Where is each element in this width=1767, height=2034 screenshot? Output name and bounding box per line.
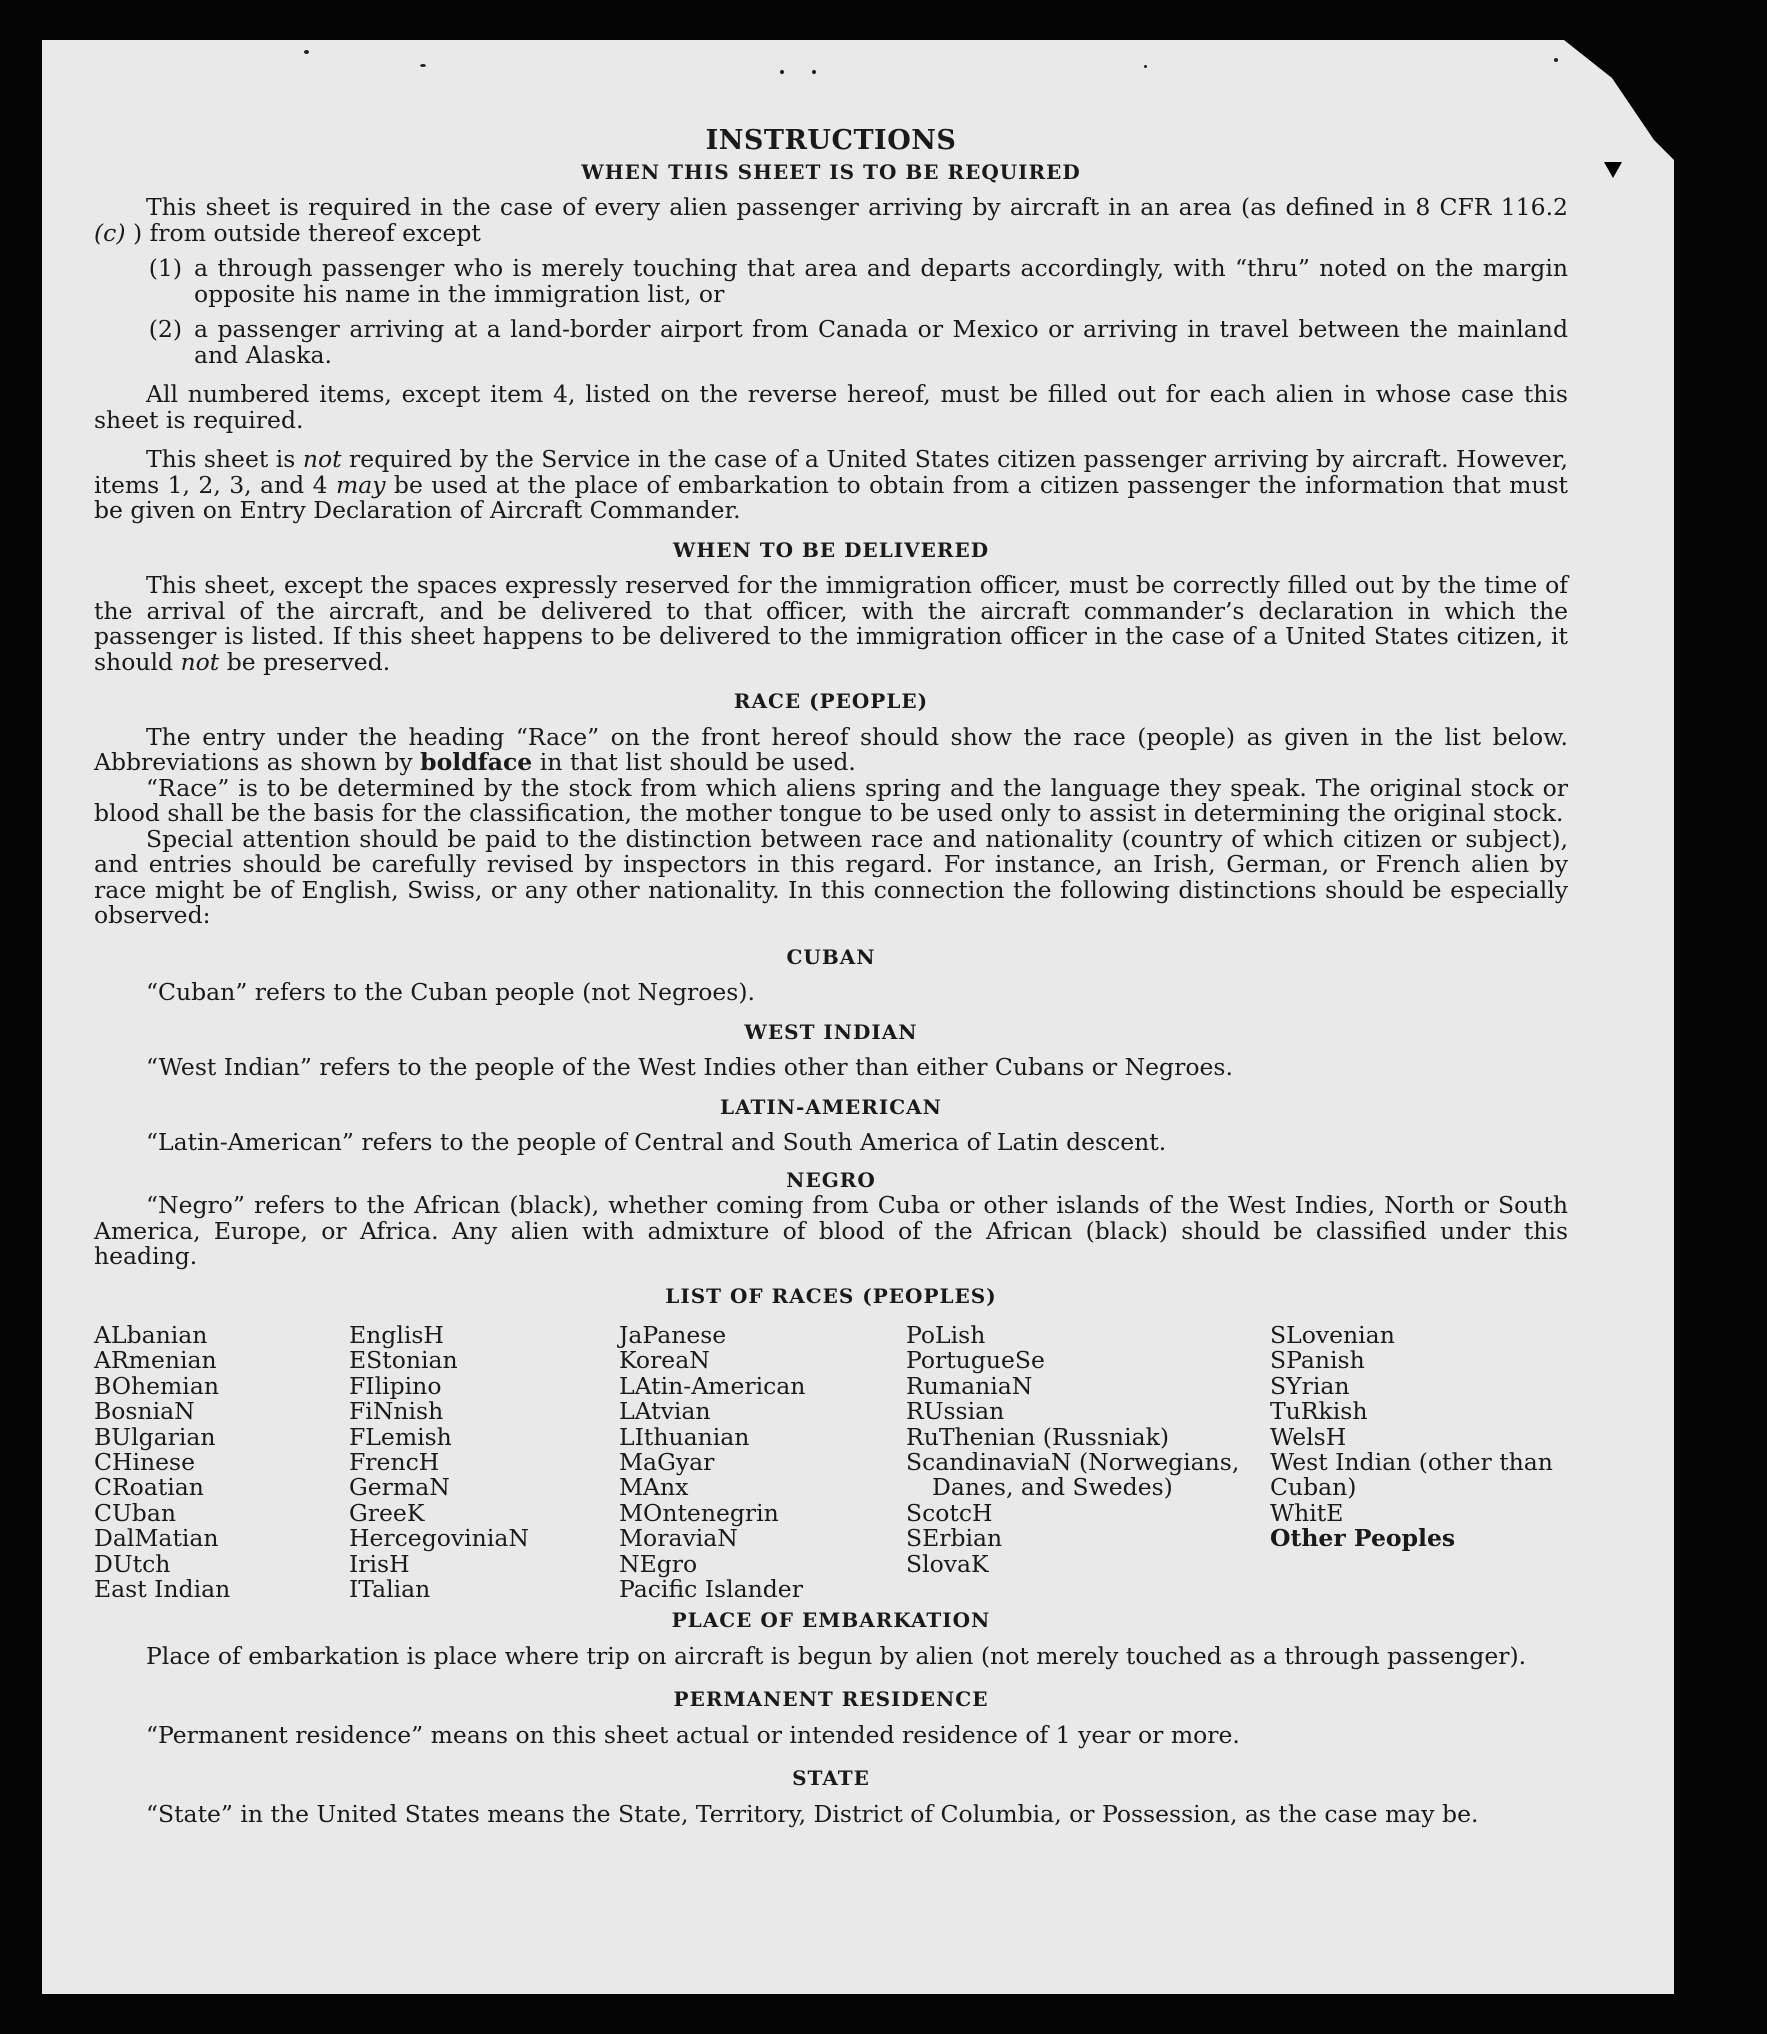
exception-item-1 [94, 256, 1568, 307]
race-entry: MoraviaN [619, 1524, 738, 1553]
section-heading-negro: NEGRO [786, 1167, 876, 1192]
paragraph-embarkation: Place of embarkation is place where trip on aircraft is begun by alien (not merely touched as a through passenger). [146, 1641, 1527, 1670]
race-entry: SPanish [1270, 1346, 1365, 1375]
text-run: boldface [420, 748, 533, 776]
race-entry: SErbian [906, 1524, 1003, 1553]
race-entry: IrisH [349, 1549, 410, 1578]
race-entry: NEgro [619, 1549, 698, 1578]
section-heading-residence: PERMANENT RESIDENCE [673, 1687, 989, 1712]
text-run: may [335, 470, 386, 499]
text-run: not [302, 445, 342, 473]
race-entry: ScandinaviaN (Norwegians, Danes, and Swedes) [906, 1448, 1240, 1502]
race-entry: ARmenian [94, 1346, 217, 1375]
race-entry: ALbanian [94, 1321, 208, 1349]
race-entry: HercegoviniaN [349, 1524, 529, 1553]
race-entry: ScotcH [906, 1498, 993, 1527]
race-entry: FIlipino [349, 1371, 442, 1400]
paragraph-latin-american: “Latin-American” refers to the people of Central and South America of Latin descent. [146, 1128, 1167, 1156]
paragraph-race-entry [94, 722, 1568, 776]
exception-item-2 [94, 317, 1568, 368]
race-entry: CUban [94, 1498, 176, 1527]
text-run: not [180, 647, 220, 676]
paragraph-state: “State” in the United States means the State, Territory, District of Columbia, or Possession, as the case may be. [146, 1799, 1479, 1828]
paragraph-cuban: “Cuban” refers to the Cuban people (not Negroes). [146, 978, 756, 1006]
text-run: This sheet, except the spaces expressly reserved for the immigration officer, must be correctly filled out by the time of the arrival of the aircraft, and be delivered to that officer, with the aircraft commander’s declaration in which the passenger is listed. If this sheet happens to be delivered to the immigration officer in the case of a United States citizen, it should [94, 571, 1568, 676]
race-entry: EStonian [349, 1346, 458, 1375]
scan-speck [1144, 65, 1147, 68]
race-entry: WhitE [1270, 1498, 1344, 1527]
section-heading-when-required: WHEN THIS SHEET IS TO BE REQUIRED [581, 159, 1081, 184]
race-entry: RuThenian (Russniak) [906, 1422, 1169, 1451]
race-entry: West Indian (other than Cuban) [1270, 1448, 1553, 1502]
text-run: The entry under the heading “Race” on the front hereof should show the race (people) as given in the list below. Abbreviations as shown by [94, 722, 1568, 776]
section-heading-west-indian: WEST INDIAN [744, 1019, 918, 1044]
text-run: required by the Service in the case of a United States citizen passenger arriving by aircraft. However, items 1, 2, 3, and 4 [94, 445, 1568, 499]
item-number: (2) [148, 315, 182, 343]
text-run: This sheet is required in the case of every alien passenger arriving by aircraft in an area (as defined in 8 CFR 116.2 [146, 193, 1568, 221]
race-entry: East Indian [94, 1575, 231, 1604]
race-entry: LAtvian [619, 1397, 711, 1426]
race-entry: EnglisH [349, 1321, 444, 1349]
race-entry: LAtin-American [619, 1371, 806, 1400]
race-entry: JaPanese [619, 1321, 727, 1349]
race-entry: KoreaN [619, 1346, 710, 1375]
race-entry: DalMatian [94, 1524, 219, 1553]
race-entry: Other Peoples [1270, 1524, 1456, 1553]
paragraph-race-determined: “Race” is to be determined by the stock from which aliens spring and the language they speak. The original stock or blood shall be the basis for the classification, the mother tongue to be used only to assist in determining the original stock. [94, 773, 1568, 827]
race-entry: FrencH [349, 1448, 440, 1477]
text-run: (c) [94, 218, 126, 247]
margin-arrow-mark [1604, 162, 1622, 178]
race-entry: RUssian [906, 1397, 1005, 1426]
races-column-3 [619, 1323, 906, 1602]
race-entry: LIthuanian [619, 1422, 750, 1451]
paragraph-citizen [94, 447, 1568, 524]
text-run: ) from outside thereof except [125, 218, 481, 247]
race-entry: SLovenian [1270, 1321, 1395, 1349]
section-heading-embarkation: PLACE OF EMBARKATION [671, 1608, 991, 1633]
scan-speck [1554, 58, 1558, 62]
race-entry: WelsH [1270, 1422, 1347, 1451]
race-entry: CRoatian [94, 1473, 204, 1502]
section-heading-latin-american: LATIN-AMERICAN [720, 1094, 942, 1119]
paragraph-numbered-items: All numbered items, except item 4, listed on the reverse hereof, must be filled out for each alien in whose case this sheet is required. [94, 380, 1568, 434]
section-heading-cuban: CUBAN [786, 944, 876, 969]
paragraph-required [94, 195, 1568, 246]
race-entry: DUtch [94, 1549, 171, 1578]
text-run: in that list should be used. [532, 748, 856, 776]
paragraph-west-indian: “West Indian” refers to the people of the West Indies other than either Cubans or Negroes. [146, 1053, 1233, 1081]
race-entry: ITalian [349, 1575, 431, 1604]
scan-speck [812, 70, 816, 74]
text-run: This sheet is [146, 445, 303, 473]
instructions-content [94, 82, 1568, 1827]
races-column-2 [349, 1323, 619, 1602]
races-column-1 [94, 1323, 349, 1602]
race-entry: BOhemian [94, 1371, 219, 1400]
item-text: a passenger arriving at a land-border airport from Canada or Mexico or arriving in travel between the mainland and Alaska. [194, 315, 1568, 369]
item-number: (1) [148, 254, 182, 282]
text-run: be preserved. [219, 647, 391, 676]
race-entry: GreeK [349, 1498, 425, 1527]
paragraph-delivered [94, 573, 1568, 675]
race-entry: FiNnish [349, 1397, 444, 1426]
race-entry: MOntenegrin [619, 1498, 779, 1527]
race-entry: Pacific Islander [619, 1575, 803, 1604]
paragraph-residence: “Permanent residence” means on this sheet actual or intended residence of 1 year or more. [146, 1720, 1240, 1749]
section-heading-state: STATE [792, 1766, 870, 1791]
race-entry: SYrian [1270, 1371, 1350, 1400]
race-entry: RumaniaN [906, 1371, 1033, 1400]
race-entry: BosniaN [94, 1397, 195, 1426]
race-entry: MaGyar [619, 1448, 715, 1477]
race-entry: CHinese [94, 1448, 195, 1477]
section-heading-when-delivered: WHEN TO BE DELIVERED [672, 537, 990, 562]
page-title: INSTRUCTIONS [705, 125, 957, 156]
race-entry: TuRkish [1270, 1397, 1368, 1426]
text-run: be used at the place of embarkation to obtain from a citizen passenger the information that must be given on Entry Declaration of Aircraft Commander. [94, 470, 1568, 524]
races-list [94, 1323, 1568, 1602]
race-entry: BUlgarian [94, 1422, 216, 1451]
race-entry: PoLish [906, 1321, 986, 1349]
scan-speck [304, 50, 309, 54]
race-entry: MAnx [619, 1473, 689, 1502]
scan-speck [420, 64, 426, 67]
paragraph-race-nationality: Special attention should be paid to the distinction between race and nationality (country of which citizen or subject), and entries should be carefully revised by inspectors in this regard. For instance, an Irish, German, or French alien by race might be of English, Swiss, or any other nationality. In this connection the following distinctions should be especially observed: [94, 824, 1568, 929]
item-text: a through passenger who is merely touching that area and departs accordingly, with “thru” noted on the margin opposite his name in the immigration list, or [194, 254, 1568, 308]
race-entry: GermaN [349, 1473, 450, 1502]
races-column-4 [906, 1323, 1270, 1602]
scan-speck [780, 70, 784, 74]
races-column-5 [1270, 1323, 1560, 1602]
race-entry: SlovaK [906, 1549, 989, 1578]
section-heading-list-of-races: LIST OF RACES (PEOPLES) [665, 1283, 997, 1308]
paragraph-negro: “Negro” refers to the African (black), whether coming from Cuba or other islands of the West Indies, North or South America, Europe, or Africa. Any alien with admixture of blood of the African (black) should be classified under this heading. [94, 1191, 1568, 1270]
section-heading-race: RACE (PEOPLE) [733, 689, 929, 713]
race-entry: FLemish [349, 1422, 452, 1451]
race-entry: PortugueSe [906, 1346, 1045, 1375]
